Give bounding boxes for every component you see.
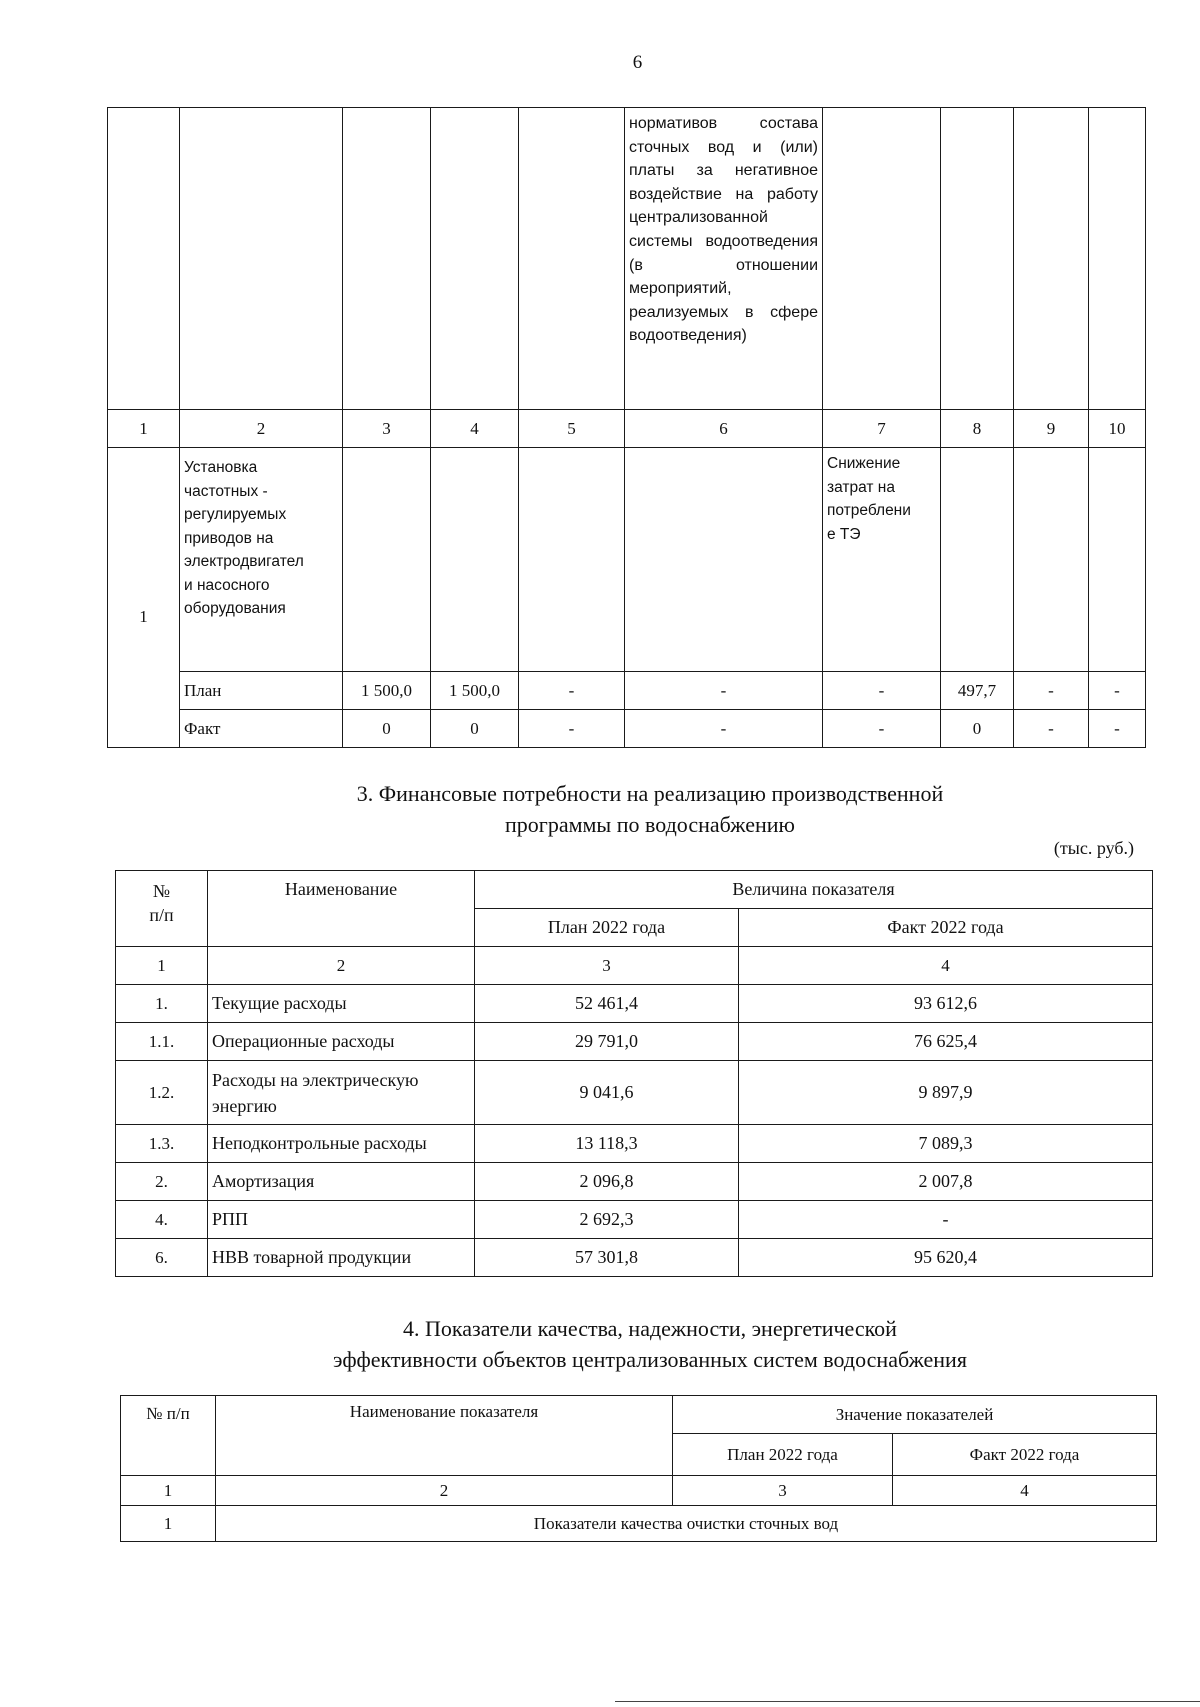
row-plan: 52 461,4 bbox=[475, 985, 739, 1023]
row-num: 1.3. bbox=[116, 1125, 208, 1163]
section3-title-line2: программы по водоснабжению bbox=[505, 812, 795, 837]
cont-cell-5 bbox=[519, 108, 625, 410]
row-name: Расходы на электрическую энергию bbox=[208, 1061, 475, 1125]
row-plan: 29 791,0 bbox=[475, 1023, 739, 1061]
row-name: Текущие расходы bbox=[208, 985, 475, 1023]
cont-cell-7 bbox=[823, 108, 941, 410]
row-num: 4. bbox=[116, 1201, 208, 1239]
fact-value: 0 bbox=[431, 710, 519, 748]
fact-value: - bbox=[519, 710, 625, 748]
fact-value: 0 bbox=[343, 710, 431, 748]
header-value: Значение показателей bbox=[673, 1396, 1157, 1434]
column-number: 4 bbox=[739, 947, 1153, 985]
row-fact: 7 089,3 bbox=[739, 1125, 1153, 1163]
fact-value: - bbox=[1014, 710, 1089, 748]
column-number: 9 bbox=[1014, 410, 1089, 448]
plan-value: - bbox=[625, 672, 823, 710]
column-number: 10 bbox=[1089, 410, 1146, 448]
event-cell-10 bbox=[1089, 448, 1146, 672]
header-plan: План 2022 года bbox=[475, 909, 739, 947]
financial-needs-table bbox=[115, 870, 1153, 1277]
row-num: 2. bbox=[116, 1163, 208, 1201]
row-name: Неподконтрольные расходы bbox=[208, 1125, 475, 1163]
fact-value: - bbox=[823, 710, 941, 748]
scan-line bbox=[615, 1701, 1200, 1702]
header-name: Наименование bbox=[208, 871, 475, 947]
cont-cell-3 bbox=[343, 108, 431, 410]
row-fact: 95 620,4 bbox=[739, 1239, 1153, 1277]
column-number: 6 bbox=[625, 410, 823, 448]
row-fact: 9 897,9 bbox=[739, 1061, 1153, 1125]
header-plan: План 2022 года bbox=[673, 1434, 893, 1476]
unit-label: (тыс. руб.) bbox=[1053, 838, 1134, 858]
column-number: 3 bbox=[673, 1476, 893, 1506]
cont-cell-4 bbox=[431, 108, 519, 410]
row-plan: 2 096,8 bbox=[475, 1163, 739, 1201]
row-num: 1 bbox=[121, 1506, 216, 1542]
header-num: № п/п bbox=[116, 871, 208, 947]
event-number: 1 bbox=[108, 448, 180, 748]
event-cell-8 bbox=[941, 448, 1014, 672]
column-number: 8 bbox=[941, 410, 1014, 448]
investment-table bbox=[107, 107, 1146, 748]
row-name: РПП bbox=[208, 1201, 475, 1239]
plan-value: - bbox=[1089, 672, 1146, 710]
row-num: 1. bbox=[116, 985, 208, 1023]
event-cell-5 bbox=[519, 448, 625, 672]
plan-value: - bbox=[519, 672, 625, 710]
row-name: Амортизация bbox=[208, 1163, 475, 1201]
row-fact: - bbox=[739, 1201, 1153, 1239]
row-fact: 2 007,8 bbox=[739, 1163, 1153, 1201]
row-section-title: Показатели качества очистки сточных вод bbox=[216, 1506, 1157, 1542]
continuation-text: нормативов состава сточных вод и (или) платы за негативное воздействие на работу централизованной системы водоотведения (в отношении мероприятий, реализуемых в сфере водоотведения) bbox=[625, 108, 823, 410]
event-cell-3 bbox=[343, 448, 431, 672]
column-number: 7 bbox=[823, 410, 941, 448]
column-number: 2 bbox=[180, 410, 343, 448]
column-number: 2 bbox=[216, 1476, 673, 1506]
plan-label: План bbox=[180, 672, 343, 710]
header-fact: Факт 2022 года bbox=[893, 1434, 1157, 1476]
fact-value: 0 bbox=[941, 710, 1014, 748]
event-cell-9 bbox=[1014, 448, 1089, 672]
column-number: 1 bbox=[108, 410, 180, 448]
row-name: Операционные расходы bbox=[208, 1023, 475, 1061]
row-num: 1.2. bbox=[116, 1061, 208, 1125]
section4-title bbox=[150, 1313, 1150, 1375]
row-num: 1.1. bbox=[116, 1023, 208, 1061]
column-number: 4 bbox=[893, 1476, 1157, 1506]
section4-title-line2: эффективности объектов централизованных систем водоснабжения bbox=[333, 1347, 967, 1372]
header-fact: Факт 2022 года bbox=[739, 909, 1153, 947]
cont-cell-9 bbox=[1014, 108, 1089, 410]
fact-value: - bbox=[625, 710, 823, 748]
header-value: Величина показателя bbox=[475, 871, 1153, 909]
cont-cell-8 bbox=[941, 108, 1014, 410]
section3-title bbox=[150, 778, 1150, 840]
section3-title-line1: 3. Финансовые потребности на реализацию производственной bbox=[356, 781, 944, 806]
plan-value: - bbox=[1014, 672, 1089, 710]
fact-label: Факт bbox=[180, 710, 343, 748]
quality-indicators-table bbox=[120, 1395, 1157, 1542]
column-number: 5 bbox=[519, 410, 625, 448]
event-name: Установка частотных - регулируемых приводов на электродвигател и насосного оборудования bbox=[180, 448, 343, 672]
event-effect: Снижение затрат на потреблени е ТЭ bbox=[823, 448, 941, 672]
row-plan: 2 692,3 bbox=[475, 1201, 739, 1239]
cont-cell-10 bbox=[1089, 108, 1146, 410]
row-plan: 13 118,3 bbox=[475, 1125, 739, 1163]
cont-cell-1 bbox=[108, 108, 180, 410]
event-cell-4 bbox=[431, 448, 519, 672]
plan-value: 1 500,0 bbox=[431, 672, 519, 710]
column-number: 3 bbox=[343, 410, 431, 448]
row-num: 6. bbox=[116, 1239, 208, 1277]
page-number: 6 bbox=[632, 52, 643, 73]
event-cell-6 bbox=[625, 448, 823, 672]
row-plan: 57 301,8 bbox=[475, 1239, 739, 1277]
column-number: 1 bbox=[116, 947, 208, 985]
plan-value: 497,7 bbox=[941, 672, 1014, 710]
row-name: НВВ товарной продукции bbox=[208, 1239, 475, 1277]
plan-value: - bbox=[823, 672, 941, 710]
row-fact: 93 612,6 bbox=[739, 985, 1153, 1023]
column-number: 4 bbox=[431, 410, 519, 448]
row-fact: 76 625,4 bbox=[739, 1023, 1153, 1061]
plan-value: 1 500,0 bbox=[343, 672, 431, 710]
fact-value: - bbox=[1089, 710, 1146, 748]
header-num: № п/п bbox=[121, 1396, 216, 1476]
column-number: 1 bbox=[121, 1476, 216, 1506]
row-plan: 9 041,6 bbox=[475, 1061, 739, 1125]
cont-cell-2 bbox=[180, 108, 343, 410]
header-name: Наименование показателя bbox=[216, 1396, 673, 1476]
section4-title-line1: 4. Показатели качества, надежности, энергетической bbox=[403, 1316, 897, 1341]
column-number: 2 bbox=[208, 947, 475, 985]
column-number: 3 bbox=[475, 947, 739, 985]
